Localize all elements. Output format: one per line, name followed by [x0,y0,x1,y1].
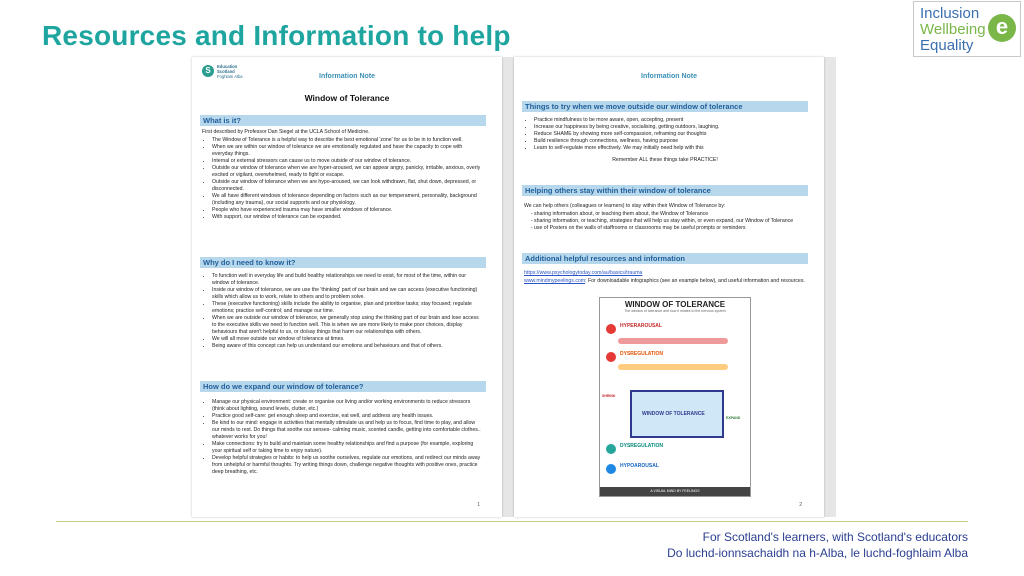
infographic-subtitle: The window of tolerance and how it relates to the nervous system [624,309,726,313]
hyperarousal-text: HYPERAROUSAL [620,323,662,329]
page2-section-2-list [524,211,806,232]
section-3-list [202,399,484,476]
list-item: • Develop helpful strategies or habits: to help us soothe ourselves, regulate our emotions, and redirect our minds away from unhelpful or harmful thoughts. Try writing things down, challenge negative thoughts with positive ones, practice deep breathing, etc. [212,455,484,476]
hypoarousal-icon [606,464,616,474]
list-item: • Increase our happiness by being creative, socialising, getting outdoors, laughing. [534,124,806,131]
list-item: • We all have different windows of tolerance depending on factors such as our temperament, personality, background (including any trauma), our social supports and our physiology. [212,193,484,207]
link-description: : For downloadable infographics (see an example below), and useful information and resources. [585,278,805,284]
dysregulation-icon [606,352,616,362]
list-item: • Practice mindfulness to be more aware, open, accepting, present [534,117,806,124]
document-image [192,57,836,517]
mindmypeelings-link[interactable]: www.mindmypeelings.com [524,278,586,284]
infographic-credit: A VISUAL MIND BY FEELINGS [600,487,750,496]
dysregulation-low-text: DYSREGULATION [620,443,663,449]
dysregulation-low-label [620,444,722,448]
list-item: • People who have experienced trauma may have smaller windows of tolerance. [212,207,484,214]
list-item: • Outside our window of tolerance when we are hypo-aroused, we can look withdrawn, flat, shut down, depressed, or disconnected. [212,179,484,193]
info-note-label: Information Note [319,73,375,80]
list-item: - sharing information about, or teaching them about, the Window of Tolerance [534,211,806,218]
list-item: • Being aware of this concept can help us understand our emotions and behaviours and that of others. [212,343,484,350]
org-line-3: Foghlam Alba [217,73,243,79]
list-item: • Manage our physical environment: create or organise our living and/or working environments to reduce stressors (think about lighting, sound levels, clutter, etc.) [212,399,484,413]
list-item: • When we are within our window of tolerance we are emotionally regulated and have the capacity to cope with everyday things. [212,144,484,158]
list-item: • Internal or external stressors can cause us to move outside of our window of tolerance. [212,158,484,165]
section-2-list [202,273,484,350]
page2-section-1-list [524,117,806,152]
info-note-label: Information Note [641,73,697,80]
list-item: • Be kind to our mind: engage in activities that mentally stimulate us and help us to focus, find time to play, and allow our minds to rest. Do things that soothe our senses- calming music, scented candle, getting into comfortable clothes.. whatever works for you! [212,420,484,441]
list-item: • Outside our window of tolerance when we are hyper-aroused, we can appear angry, panicky, irritable, anxious, overly excited or vigilant, overwhelmed, ready to fight or escape. [212,165,484,179]
list-item: • Reduce SHAME by showing more self-compassion, reframing our thoughts [534,131,806,138]
list-item: - sharing information, or teaching, strategies that will help us stay within, or even expand, our Window of Tolerance [534,218,806,225]
education-scotland-logo-icon: S [202,65,214,77]
footer-divider [56,521,968,522]
org-line-1: Education [217,64,238,69]
tolerance-zone [630,390,724,438]
inclusion-wellbeing-equality-logo [913,1,1021,57]
list-item: • Learn to self-regulate more effectively. We may initially need help with this [534,145,806,152]
document-heading: Window of Tolerance [304,93,390,103]
shrink-label: SHRINK [602,394,616,398]
list-item: • With support, our window of tolerance can be expanded. [212,214,484,221]
dysregulation-low-icon [606,444,616,454]
page-number: 1 [477,502,480,508]
list-item: • To function well in everyday life and build healthy relationships we need to exist, for most of the time, within our window of tolerance. [212,273,484,287]
section-helping-others: Helping others stay within their window of tolerance [522,185,808,196]
dysregulation-band [618,364,728,370]
hyperarousal-label [620,324,722,328]
section-expand-window: How do we expand our window of tolerance? [200,381,486,392]
list-item: • When we are outside our window of tolerance, we generally stop using the thinking part of our brain and lose access to the executive skills we need to function well. This is when we are more likely to make poor choices, display behaviours that aren't helpful to us, or do/say things that harm our relationships with others. [212,315,484,336]
practice-reminder: Remember ALL these things take PRACTICE! [612,157,718,163]
page-1 [192,57,502,517]
slide-title: Resources and Information to help [42,20,511,51]
page2-section-3-text [524,270,806,286]
section-things-to-try: Things to try when we move outside our window of tolerance [522,101,808,112]
page-number: 2 [799,502,802,508]
list-item: • The Window of Tolerance is a helpful way to describe the best emotional 'zone' for us to be in to function well. [212,137,484,144]
footer-line-2: Do luchd-ionnsachaidh na h-Alba, le luchd-foghlaim Alba [667,546,968,560]
window-of-tolerance-infographic [599,297,751,497]
dysregulation-text: DYSREGULATION [620,351,663,357]
list-item: • Make connections: try to build and maintain some healthy relationships and find a purpose (for example, exploring your spiritual self or taking time to enjoy nature). [212,441,484,455]
logo-e-icon: e [988,14,1016,42]
psychology-today-link[interactable]: https://www.psychologytoday.com/au/basics/trauma [524,270,643,276]
page2-section-2-text [524,203,806,232]
expand-label: EXPAND [726,416,741,420]
list-item: • These (executive functioning) skills include the ability to organise, plan and prioritise tasks; stay focused; regulate emotions; practice self-control; and manage our time. [212,301,484,315]
section-additional-resources: Additional helpful resources and information [522,253,808,264]
dysregulation-label [620,352,722,356]
page-2 [514,57,824,517]
logo-line-2: Wellbeing [920,21,986,38]
footer [667,529,968,561]
tolerance-zone-label: WINDOW OF TOLERANCE [642,411,705,417]
hypoarousal-label [620,464,722,468]
page2-section-2-intro: We can help others (colleagues or learners) to stay within their Window of Tolerance by: [524,203,726,209]
section-why-know: Why do I need to know it? [200,257,486,268]
list-item: • Inside our window of tolerance, we are use the 'thinking' part of our brain and we can access (executive functioning) skills which allow us to work, relate to others and to problem solve. [212,287,484,301]
section-1-text [202,129,484,221]
section-1-intro: First described by Professor Dan Siegel at the UCLA School of Medicine. [202,129,370,135]
org-line-2: Scotland [217,68,235,74]
hyperarousal-icon [606,324,616,334]
section-3-text [202,399,484,476]
list-item: - use of Posters on the walls of staffrooms or classrooms may be useful prompts or reminders [534,225,806,232]
section-what-is-it: What is it? [200,115,486,126]
page2-section-1-text [524,117,806,165]
list-item: • We will all move outside our window of tolerance at times. [212,336,484,343]
logo-line-3: Equality [920,37,974,54]
logo-text [920,6,986,54]
logo-line-1: Inclusion [920,5,980,22]
hyperarousal-band [618,338,728,344]
list-item: • Build resilience through connections, wellness, having purpose [534,138,806,145]
section-2-text [202,273,484,350]
footer-line-1: For Scotland's learners, with Scotland's educators [702,530,968,544]
section-1-list [202,137,484,221]
list-item: • Practice good self-care: get enough sleep and exercise, eat well, and address any health issues. [212,413,484,420]
infographic-title: WINDOW OF TOLERANCE [624,300,726,309]
hypoarousal-text: HYPOAROUSAL [620,463,659,469]
